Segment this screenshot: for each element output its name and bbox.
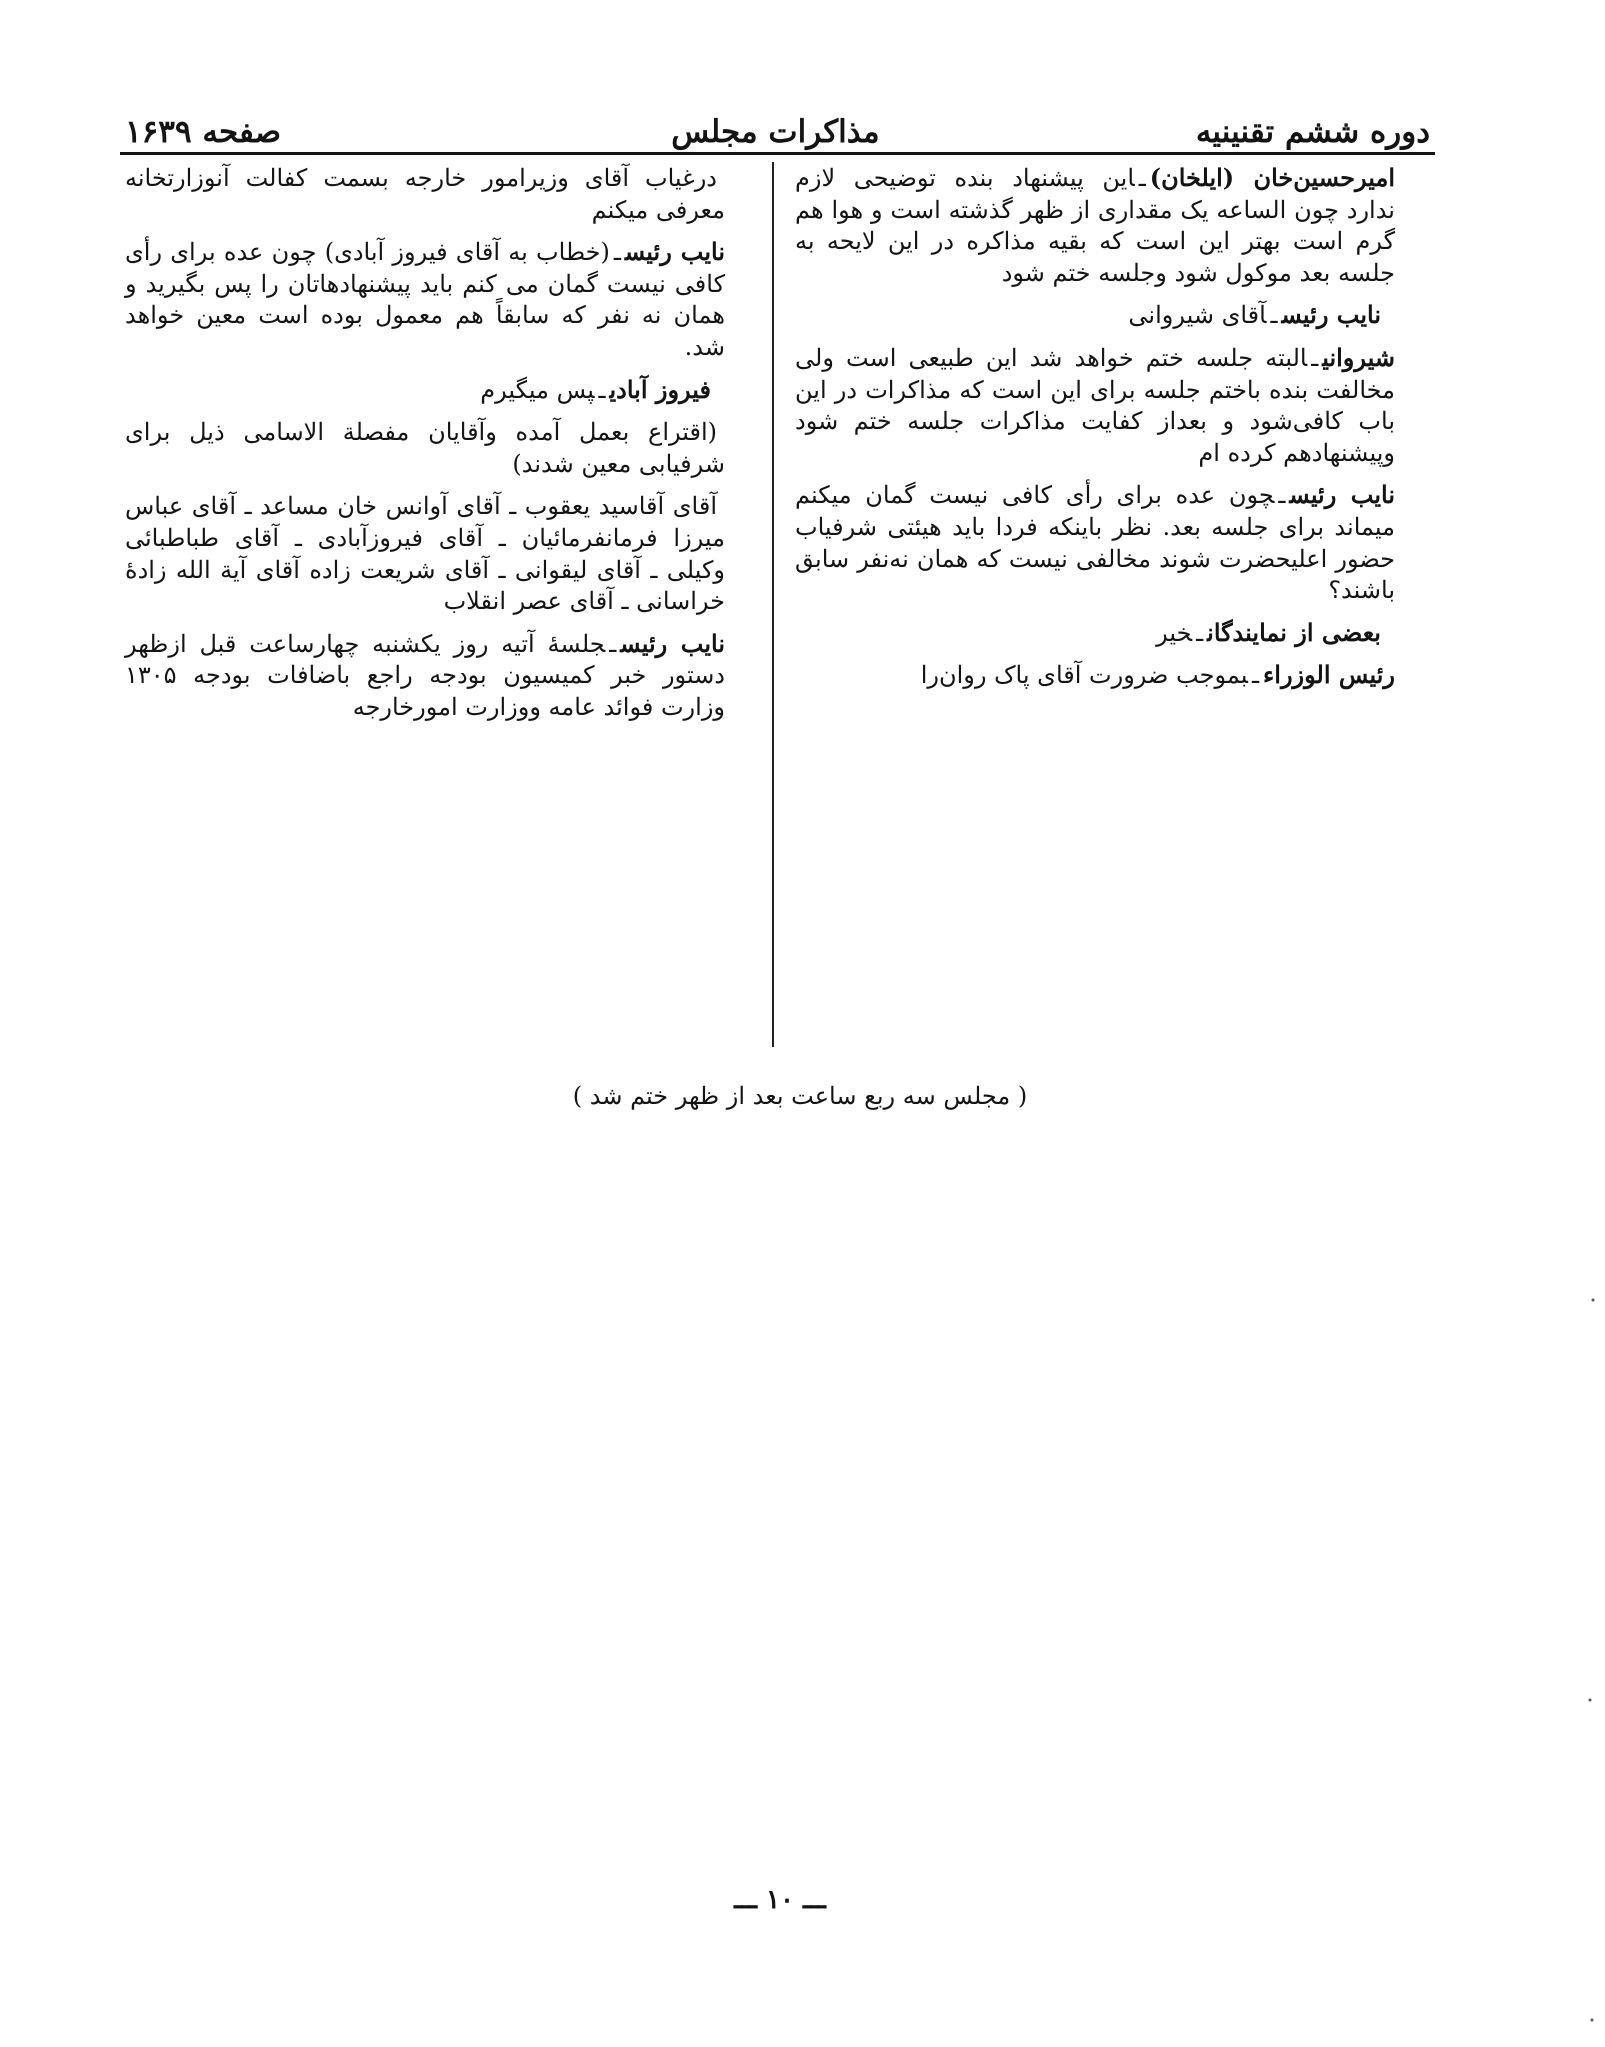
speaker-separator: ـ [1278, 481, 1286, 510]
paragraph-text: درغیاب آقای وزیرامور خارجه بسمت کفالت آنوزارتخانه معرفی میکنم [125, 164, 725, 224]
closing-note: ( مجلس سه ربع ساعت بعد از ظهر ختم شد ) [572, 1082, 1028, 1110]
speaker-name: شیروانی [1322, 342, 1395, 372]
speaker-separator: ـ [1251, 661, 1260, 690]
speaker-name: نایب رئیس [1289, 480, 1396, 510]
paragraph-text: (اقتراع بعمل آمده وآقایان مفصلة الاسامی ذیل برای شرفیابی معین شدند) [125, 418, 725, 478]
page-title: مذاکرات مجلس [671, 114, 880, 150]
speaker-name: نایب رئیس [620, 628, 726, 658]
speaker-name: فیروز آبادی [609, 374, 711, 404]
speaker-name: نایب رئیس [624, 237, 726, 267]
paragraph-text: بموجب ضرورت آقای پاک روان‌را [920, 661, 1248, 690]
paragraph-text: خیر [1156, 618, 1193, 647]
speaker-separator: ـ [1196, 618, 1204, 647]
scan-speck [1589, 1699, 1592, 1702]
paragraph-text: پس میگیرم [480, 375, 595, 404]
speaker-separator: ـ [613, 238, 621, 267]
page-label: صفحه ۱۶۳۹ [125, 114, 282, 150]
session-label: دوره ششم تقنینیه [1195, 114, 1430, 150]
speaker-name: نایب رئیس [1281, 300, 1381, 330]
speaker-name: رئیس الوزراء [1263, 660, 1395, 690]
speaker-separator: ـ [1270, 301, 1278, 330]
speaker-name: بعضی از نمایندگان [1207, 617, 1381, 647]
paragraph-text: (خطاب به آقای فیروز آبادی) چون عده برای رأی کافی نیست گمان می کنم باید پیشنهادهاتان را پس بگیرید و همان نه نفر که سابقاً هم معمول بوده است معین خواهد شد. [125, 238, 725, 361]
scan-speck [1591, 2019, 1594, 2022]
paragraph-text: البته جلسه ختم خواهد شد این طبیعی است ولی مخالفت بنده باختم جلسه برای این است که مذاکرات در این باب کافی‌شود و بعداز کفایت مذاکرات جلسه ختم شود وپیشنهادهم کرده ام [795, 343, 1395, 467]
page-number: ـــ ۱۰ ـــ [734, 1885, 826, 1915]
speaker-separator: ـ [1138, 164, 1146, 192]
paragraph-text: چون عده برای رأی کافی نیست گمان میکنم میماند برای جلسه بعد. نظر باینکه فردا باید هیئتی شرفیاب حضور اعلیحضرت شوند مخالفی نیست که همان نه‌نفر سابق باشند؟ [795, 481, 1395, 605]
speaker-separator: ـ [598, 375, 606, 404]
paragraph-text: این پیشنهاد بنده توضیحی لازم ندارد چون الساعه یک مقداری از ظهر گذشته است و هوا هم گرم است بهتر این است که بقیه مذاکره در این لایحه به جلسه بعد موکول شود وجلسه ختم شود [795, 164, 1395, 287]
paragraph-text: آقای آقاسید یعقوب ـ آقای آوانس خان مساعد ـ آقای عباس میرزا فرمانفرمائیان ـ آقای فیروزآبادی ـ آقای طباطبائی وکیلی ـ آقای لیقوانی ـ آقای شریعت زاده آقای آیة الله زادهٔ خراسانی ـ آقای عصر انقلاب [125, 492, 725, 616]
scan-speck [1592, 1299, 1595, 1302]
paragraph-text: جلسهٔ آتیه روز یکشنبه چهارساعت قبل ازظهر دستور خبر کمیسیون بودجه راجع باضافات بودجه ۱۳۰۵ وزارت فوائد عامه ووزارت امورخارجه [125, 629, 725, 721]
speaker-separator: ـ [1311, 343, 1319, 372]
speaker-separator: ـ [609, 629, 617, 658]
speaker-name: امیرحسین‌خان (ایلخان) [1149, 163, 1396, 192]
paragraph-text: آقای شیروانی [1128, 301, 1267, 330]
